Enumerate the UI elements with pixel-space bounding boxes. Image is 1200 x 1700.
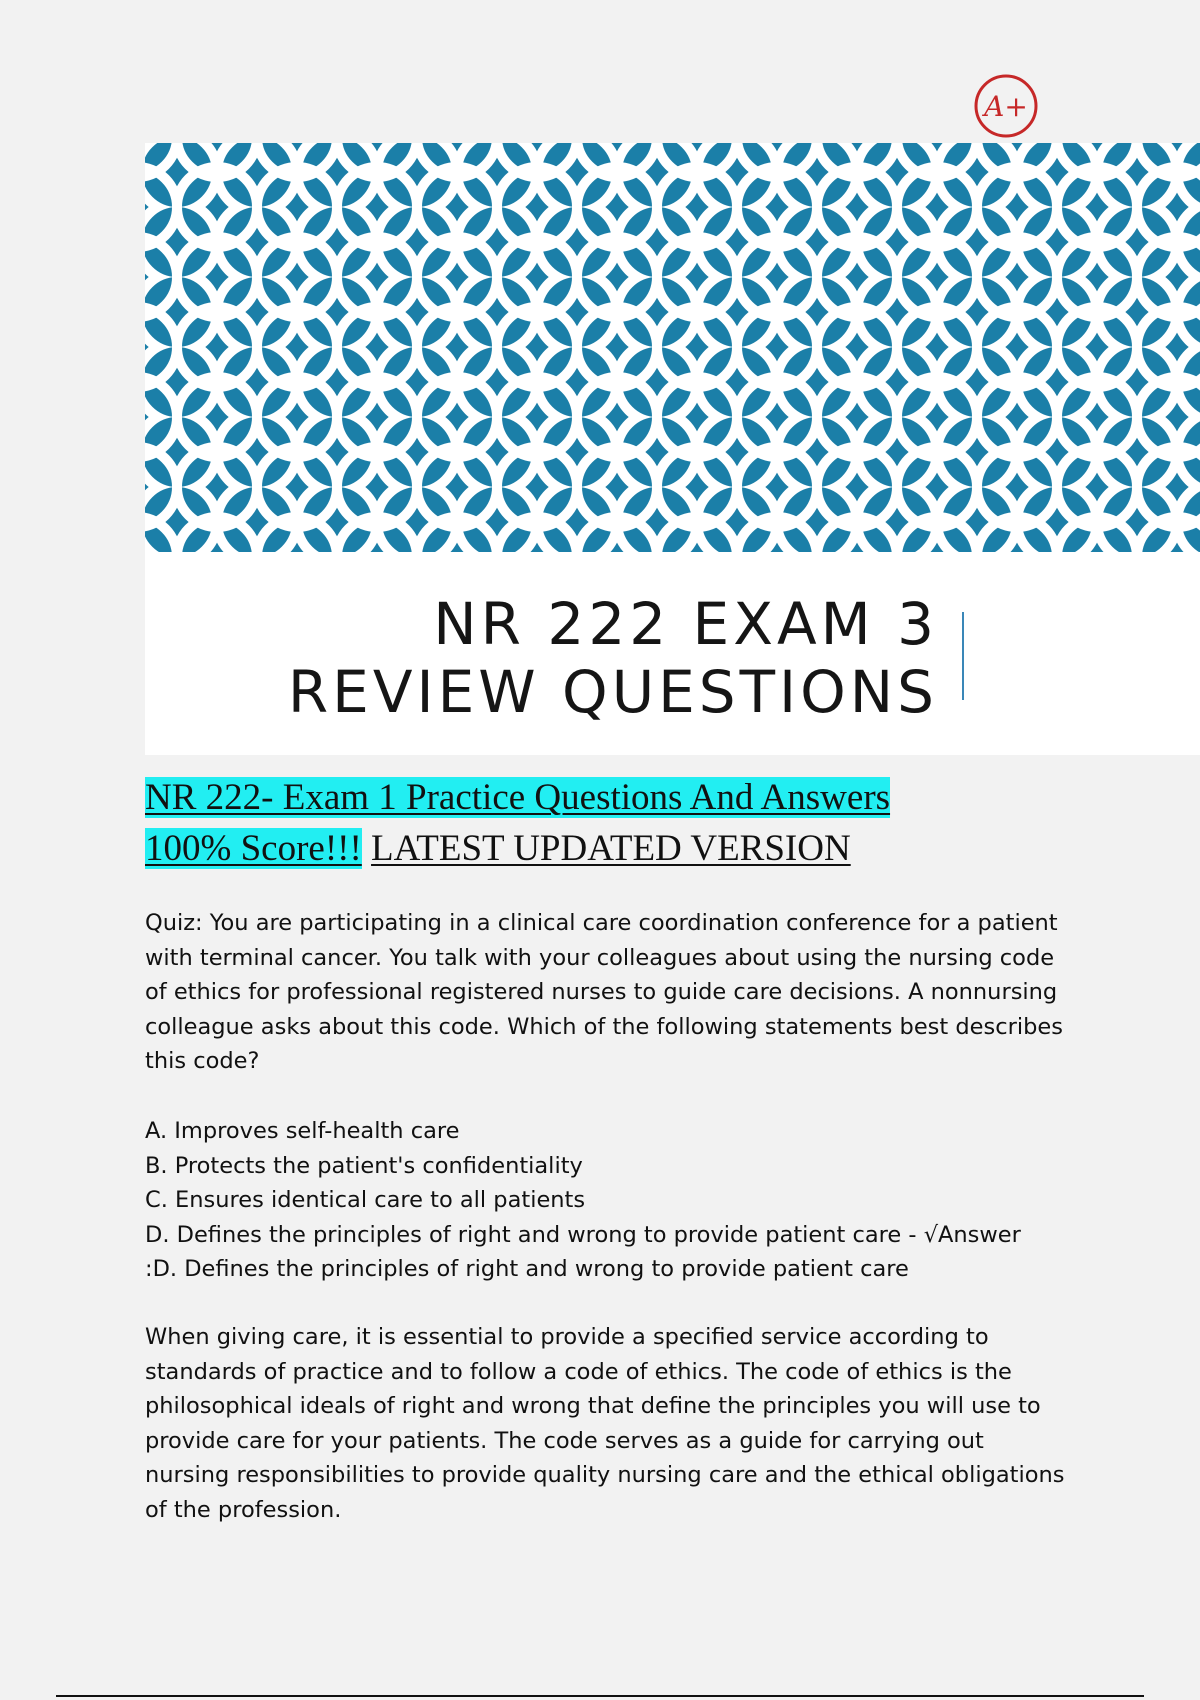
option-a: A. Improves self-health care [145,1118,460,1144]
grade-a-plus-stamp [973,73,1039,139]
pattern-banner [145,143,1200,552]
answer-line: :D. Defines the principles of right and wrong to provide patient care [145,1256,909,1283]
option-d: D. Defines the principles of right and wrong to provide patient care - √Answer [145,1221,1021,1248]
quiz-question: Quiz: You are participating in a clinical care coordination conference for a patient with terminal cancer. You talk with your colleagues about using the nursing code of ethics for professional registered nurses to guide care decisions. A nonnursing colleague asks about this code. Which of the following statements best describes this code? [145,910,1063,1075]
option-b: B. Protects the patient's confidentiality [145,1152,583,1179]
heading-highlighted-line1: NR 222- Exam 1 Practice Questions And Answers [145,777,891,818]
cover-title [288,590,938,726]
cover-title-line1: NR 222 EXAM 3 [433,590,938,658]
footer-rule [56,1695,1144,1697]
heading-trailing-text: LATEST UPDATED VERSION [371,828,851,869]
interlocking-circles-pattern [145,143,1200,552]
option-c: C. Ensures identical care to all patients [145,1187,586,1214]
answer-options [145,1114,1075,1287]
heading-highlighted-line2: 100% Score!!! [145,828,362,869]
answer-explanation: When giving care, it is essential to provide a specified service according to standards of practice and to follow a code of ethics. The code of ethics is the philosophical ideals of right and wrong that define the principles you will use to provide care for your patients. The code serves as a guide for carrying out nursing responsibilities to provide quality nursing care and the ethical obligations of the profession. [145,1324,1065,1523]
cover-title-box [145,552,1200,755]
title-accent-rule [962,612,964,700]
grade-badge-text: A+ [984,90,1028,123]
cover-title-line2: REVIEW QUESTIONS [287,658,938,726]
document-heading [145,772,1045,874]
